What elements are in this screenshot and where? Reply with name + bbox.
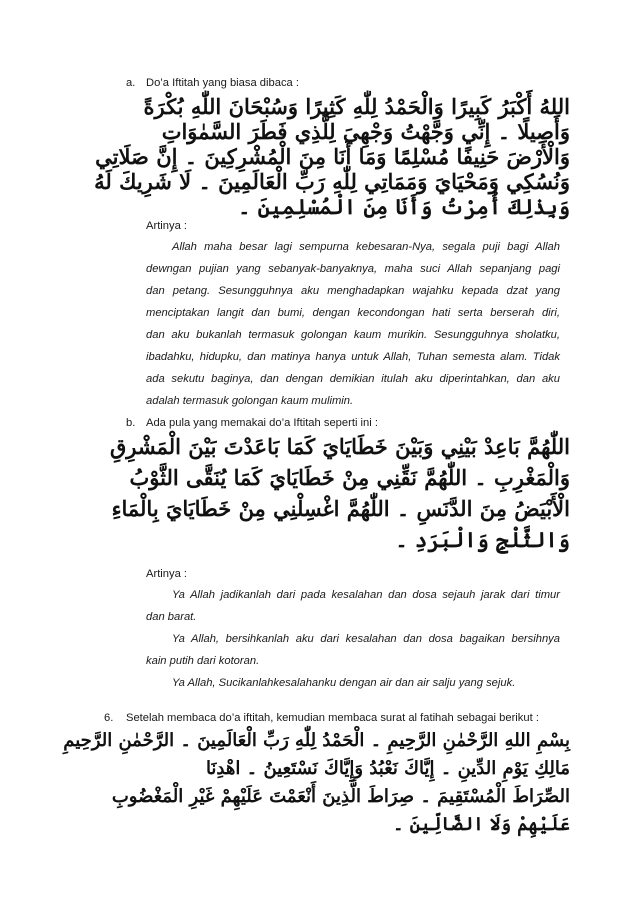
arabic-line: الْأَبْيَضُ مِنَ الدَّنَسِ ۔ اللّٰهُمَّ اغْسِلْنِي مِنْ خَطَايَايَ بِالْمَاءِ [111,496,570,521]
item-b-translation-line: Ya Allah, bersihkanlah aku dari kesalahan dan dosa bagaikan bersihnya [172,633,560,645]
item-b-translation-line: dan barat. [146,611,197,623]
item-a-translation-line: ada sekutu baginya, dan dengan demikian itulah aku diperintahkan, dan aku [146,373,560,385]
item-a-translation-line: Allah maha besar lagi sempurna kebesaran-Nya, segala puji bagi Allah [172,241,560,253]
arabic-line: وَالْأَرْضَ حَنِيفًا مُسْلِمًا وَمَا أَنَا مِنَ الْمُشْرِكِينَ ۔ إِنَّ صَلَاتِي [95,144,570,169]
arabic-line: مَالِكِ يَوْمِ الدِّينِ ۔ إِيَّاكَ نَعْبُدُ وَإِيَّاكَ نَسْتَعِينُ ۔ اهْدِنَا [205,758,570,779]
item-a-label: Do’a Iftitah yang biasa dibaca : [146,77,299,89]
item-6-arabic-text [63,730,570,848]
item-b-translation-line: Ya Allah jadikanlah dari pada kesalahan dan dosa sejauh jarak dari timur [172,589,560,601]
item-a-translation-line: dan aku bukanlah termasuk golongan kaum murikin. Sesungguhnya sholatku, [146,329,560,341]
item-b-arabic-text [109,434,570,559]
arabic-line: وَالثَّلْجِ وَالْبَرَدِ ۔ [395,527,570,552]
arabic-line: اللهُ أَكْبَرُ كَبِيرًا وَالْحَمْدُ لِلّٰهِ كَثِيرًا وَسُبْحَانَ اللّٰهِ بُكْرَةً [143,94,570,119]
item-b-translation-line: Ya Allah, Sucikanlahkesalahanku dengan air dan air salju yang sejuk. [172,677,516,689]
arabic-line: الصِّرَاطَ الْمُسْتَقِيمَ ۔ صِرَاطَ الَّذِينَ أَنْعَمْتَ عَلَيْهِمْ غَيْرِ الْمَغْضُوبِ [111,786,570,807]
item-b-translation-line: kain putih dari kotoran. [146,655,260,667]
arabic-line: بِسْمِ اللهِ الرَّحْمٰنِ الرَّحِيمِ ۔ الْحَمْدُ لِلّٰهِ رَبِّ الْعَالَمِينَ ۔ الرَّحْمٰنِ الرَّحِيمِ [63,730,570,751]
item-a-translation-line: ibadahku, hidupku, dan matinya hanya untuk Allah, Tuhan semesta alam. Tidak [146,351,560,363]
item-a-translation-line: adalah termasuk golongan kaum mulimin. [146,395,354,407]
arabic-line: وَأَصِيلًا ۔ إِنِّي وَجَّهْتُ وَجْهِيَ لِلَّذِي فَطَرَ السَّمٰوَاتِ [161,119,570,144]
item-6-marker: 6. [104,712,114,724]
item-a-translation-line: dan petang. Sesungguhnya aku menghadapkan wajahku kepada dzat yang [146,285,560,297]
item-a-translation-line: dewngan pujian yang sebanyak-banyaknya, maha suci Allah sepanjang pagi [146,263,560,275]
item-b-artinya-label: Artinya : [146,568,188,580]
item-a-translation-line: menciptakan langit dan bumi, dengan kecondongan hati serta berserah diri, [146,307,560,319]
item-6-label: Setelah membaca do’a iftitah, kemudian membaca surat al fatihah sebagai berikut : [126,712,539,724]
item-a-artinya-label: Artinya : [146,220,188,232]
item-a-arabic-text [94,94,570,224]
arabic-line: وَنُسُكِي وَمَحْيَايَ وَمَمَاتِي لِلّٰهِ رَبِّ الْعَالَمِينَ ۔ لَا شَرِيكَ لَهُ [94,169,570,194]
arabic-line: وَالْمَغْرِبِ ۔ اللّٰهُمَّ نَقِّنِي مِنْ خَطَايَايَ كَمَا يُنَقَّى الثَّوْبُ [129,465,570,490]
arabic-line: عَلَيْهِمْ وَلَا الضَّالِّينَ ۔ [392,814,570,835]
arabic-line: اللّٰهُمَّ بَاعِدْ بَيْنِي وَبَيْنَ خَطَايَايَ كَمَا بَاعَدْتَ بَيْنَ الْمَشْرِقِ [109,434,570,459]
arabic-line: وَبِذٰلِكَ أُمِرْتُ وَأَنَا مِنَ الْمُسْلِمِينَ ۔ [238,194,570,219]
item-b-label: Ada pula yang memakai do’a Iftitah seperti ini : [146,417,378,429]
item-b-marker: b. [126,417,136,429]
item-a-marker: a. [126,77,136,89]
